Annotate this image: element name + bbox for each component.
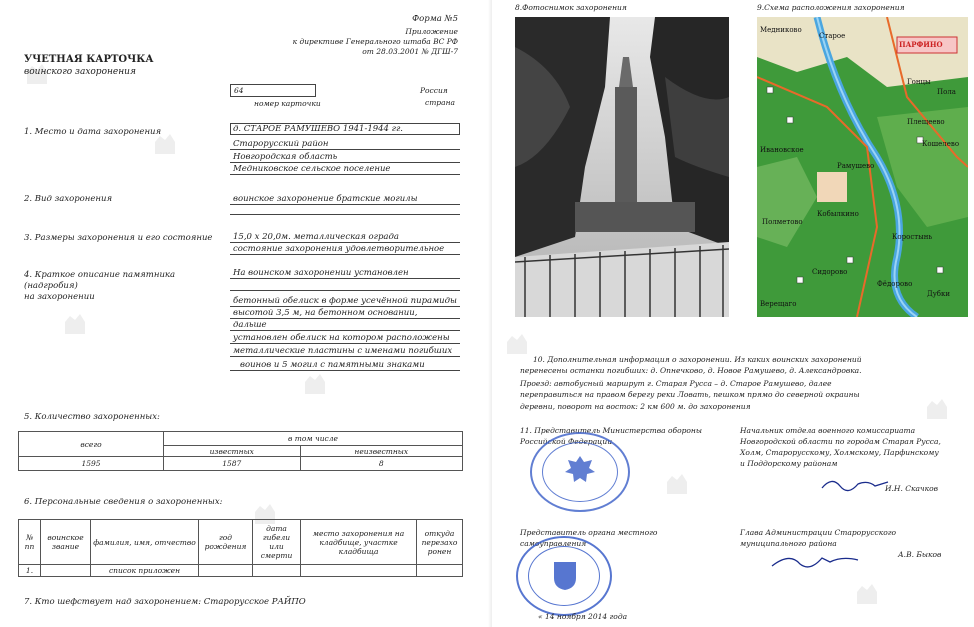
card-number: 64 [234,86,244,95]
field-1-line: д. СТАРОЕ РАМУШЕВО 1941-1944 гг. [233,124,403,134]
map-label: 9.Схема расположения захоронения [757,3,905,12]
map-place: ПАРФИНО [899,40,943,49]
row-cell: 1. [19,565,41,577]
rule [230,356,460,357]
field-1-label: 1. Место и дата захоронения [24,127,162,137]
rule [230,343,460,344]
signing-date: « 14 ноября 2014 года [538,612,628,621]
mod-rep-line: Российской Федерации [520,437,613,446]
col-header: дата гибели или смерти [253,520,301,565]
rule [230,214,460,215]
commissar-line: и Поддорскому районам [740,459,838,468]
personal-info-table [18,519,463,577]
local-rep-line: Представитель органа местного [520,528,658,537]
field-1-line: Старорусский район [233,139,329,149]
field-7: 7. Кто шефствует над захоронением: Старорусское РАЙПО [24,597,306,607]
map-place: Верещаго [760,300,797,308]
commissar-line: Начальник отдела военного комиссариата [740,426,916,435]
field-4-line: установлен обелиск на котором расположены [233,333,450,343]
map-place: Сидорово [812,268,848,276]
header-unknown: неизвестных [300,446,462,457]
commissar-signature [820,474,890,496]
field-1-line: Новгородская область [233,152,338,162]
field-5-label: 5. Количество захороненных: [24,412,160,422]
field-4-line: дальше [233,320,267,330]
value-total: 1595 [19,457,164,471]
form-number: Форма №5 [412,14,458,24]
double-eagle-icon [562,452,598,488]
map-place: Коростынь [892,233,933,241]
attachment-line-2: к директиве Генерального штаба ВС РФ [292,37,458,46]
map-place: Рамушево [837,162,875,170]
col-header: откуда перезахо ронен [417,520,463,565]
map-place: Плещеево [907,118,945,126]
rule [230,330,460,331]
field-10-line: переправиться на правом берегу реки Ловать, пешком прямо до северной окраины [520,390,860,399]
col-header: № пп [19,520,41,565]
watermark-emblem-icon [922,395,952,421]
watermark-emblem-icon [300,370,330,396]
location-map [757,17,968,317]
rule [230,204,460,205]
head-name: А.В. Быков [898,550,942,559]
map-place: Гонцы [907,78,931,86]
field-2-value: воинское захоронение братские могилы [233,194,418,204]
row-cell: список приложен [91,565,199,577]
watermark-emblem-icon [60,310,90,336]
map-place: Медниково [760,26,802,34]
field-4-line: На воинском захоронении установлен [233,268,409,278]
col-header: место захоронения на кладбище, участке кладбища [301,520,417,565]
coat-of-arms-icon [548,558,582,592]
commissar-line: Холм, Старорусскому, Холмскому, Парфинскому [740,448,939,457]
map-place: Кошелево [922,140,960,148]
rule [230,254,460,255]
attachment-line-3: от 28.03.2001 № ДГШ-7 [362,47,458,56]
field-4-line: высотой 3,5 м, на бетонном основании, [233,308,418,318]
rule [230,162,460,163]
rule [230,290,460,291]
col-header: фамилия, имя, отчество [91,520,199,565]
attachment-line-1: Приложение [405,27,458,36]
map-place: Дубки [927,290,951,298]
country-label: страна [425,98,455,107]
field-10-line: Проезд: автобусный маршрут г. Старая Русса – д. Старое Рамушево, далее [520,379,832,388]
col-header: воинское звание [41,520,91,565]
map-place: Ивановское [760,146,804,154]
municipal-stamp [516,536,612,616]
header-including: в том числе [164,432,463,446]
photo-label: 8.Фотоснимок захоронения [515,3,627,12]
map-place: Старое [819,32,846,40]
local-rep-line: самоуправления [520,539,587,548]
commissar-line: Новгородской области по городам Старая Русса, [740,437,941,446]
rule [230,306,460,307]
field-10-line: 10. Дополнительная информация о захоронении. Из каких воинских захоронений [533,355,862,364]
mod-rep-line: 11. Представитель Министерства обороны [520,426,702,435]
map-place: Кобылкино [817,210,859,218]
map-place: Пола [937,88,956,96]
col-header: год рождения [199,520,253,565]
rule [230,278,460,279]
head-line: муниципального района [740,539,837,548]
field-4-line: бетонный обелиск в форме усечённой пирамиды [233,296,457,306]
rule [230,370,460,371]
header-known: известных [164,446,301,457]
field-2-label: 2. Вид захоронения [24,194,113,204]
map-place: Фёдорово [877,280,913,288]
country: Россия [420,86,448,95]
watermark-emblem-icon [662,470,692,496]
burial-photo [515,17,729,317]
field-6-label: 6. Персональные сведения о захороненных: [24,497,223,507]
value-unknown: 8 [300,457,462,471]
head-line: Глава Администрации Старорусского [740,528,897,537]
card-title: УЧЕТНАЯ КАРТОЧКА [24,54,154,65]
field-4-label: на захоронении [24,292,95,302]
card-number-label: номер карточки [254,99,321,108]
field-1-line: Медниковское сельское поселение [233,164,391,174]
rule [230,149,460,150]
watermark-emblem-icon [852,580,882,606]
field-10-line: перенесены останки погибших: д. Опнечково, д. Новое Рамушево, д. Александровка. [520,366,862,375]
rule [230,242,460,243]
map-place: Полметово [762,218,803,226]
watermark-emblem-icon [502,330,532,356]
field-4-line: воинов и 5 могил с памятными знаками [240,360,425,370]
official-stamp [530,432,630,512]
rule [230,174,460,175]
field-4-label: 4. Краткое описание памятника [24,270,176,280]
rule [230,318,460,319]
field-3-line: состояние захоронения удовлетворительное [233,244,445,254]
field-4-line: металлические пластины с именами погибших [233,346,453,356]
header-total: всего [19,432,164,457]
field-4-label: (надгробия) [24,281,78,291]
field-3-line: 15,0 х 20,0м. металлическая ограда [233,232,399,242]
head-signature [770,548,860,574]
card-subtitle: воинского захоронения [24,67,136,77]
commissar-name: И.Н. Скачков [885,484,938,493]
burials-count-table [18,431,463,471]
field-10-line: деревни, поворот на восток: 2 км 600 м. до захоронения [520,402,751,411]
field-3-label: 3. Размеры захоронения и его состояние [24,233,213,243]
value-known: 1587 [164,457,301,471]
